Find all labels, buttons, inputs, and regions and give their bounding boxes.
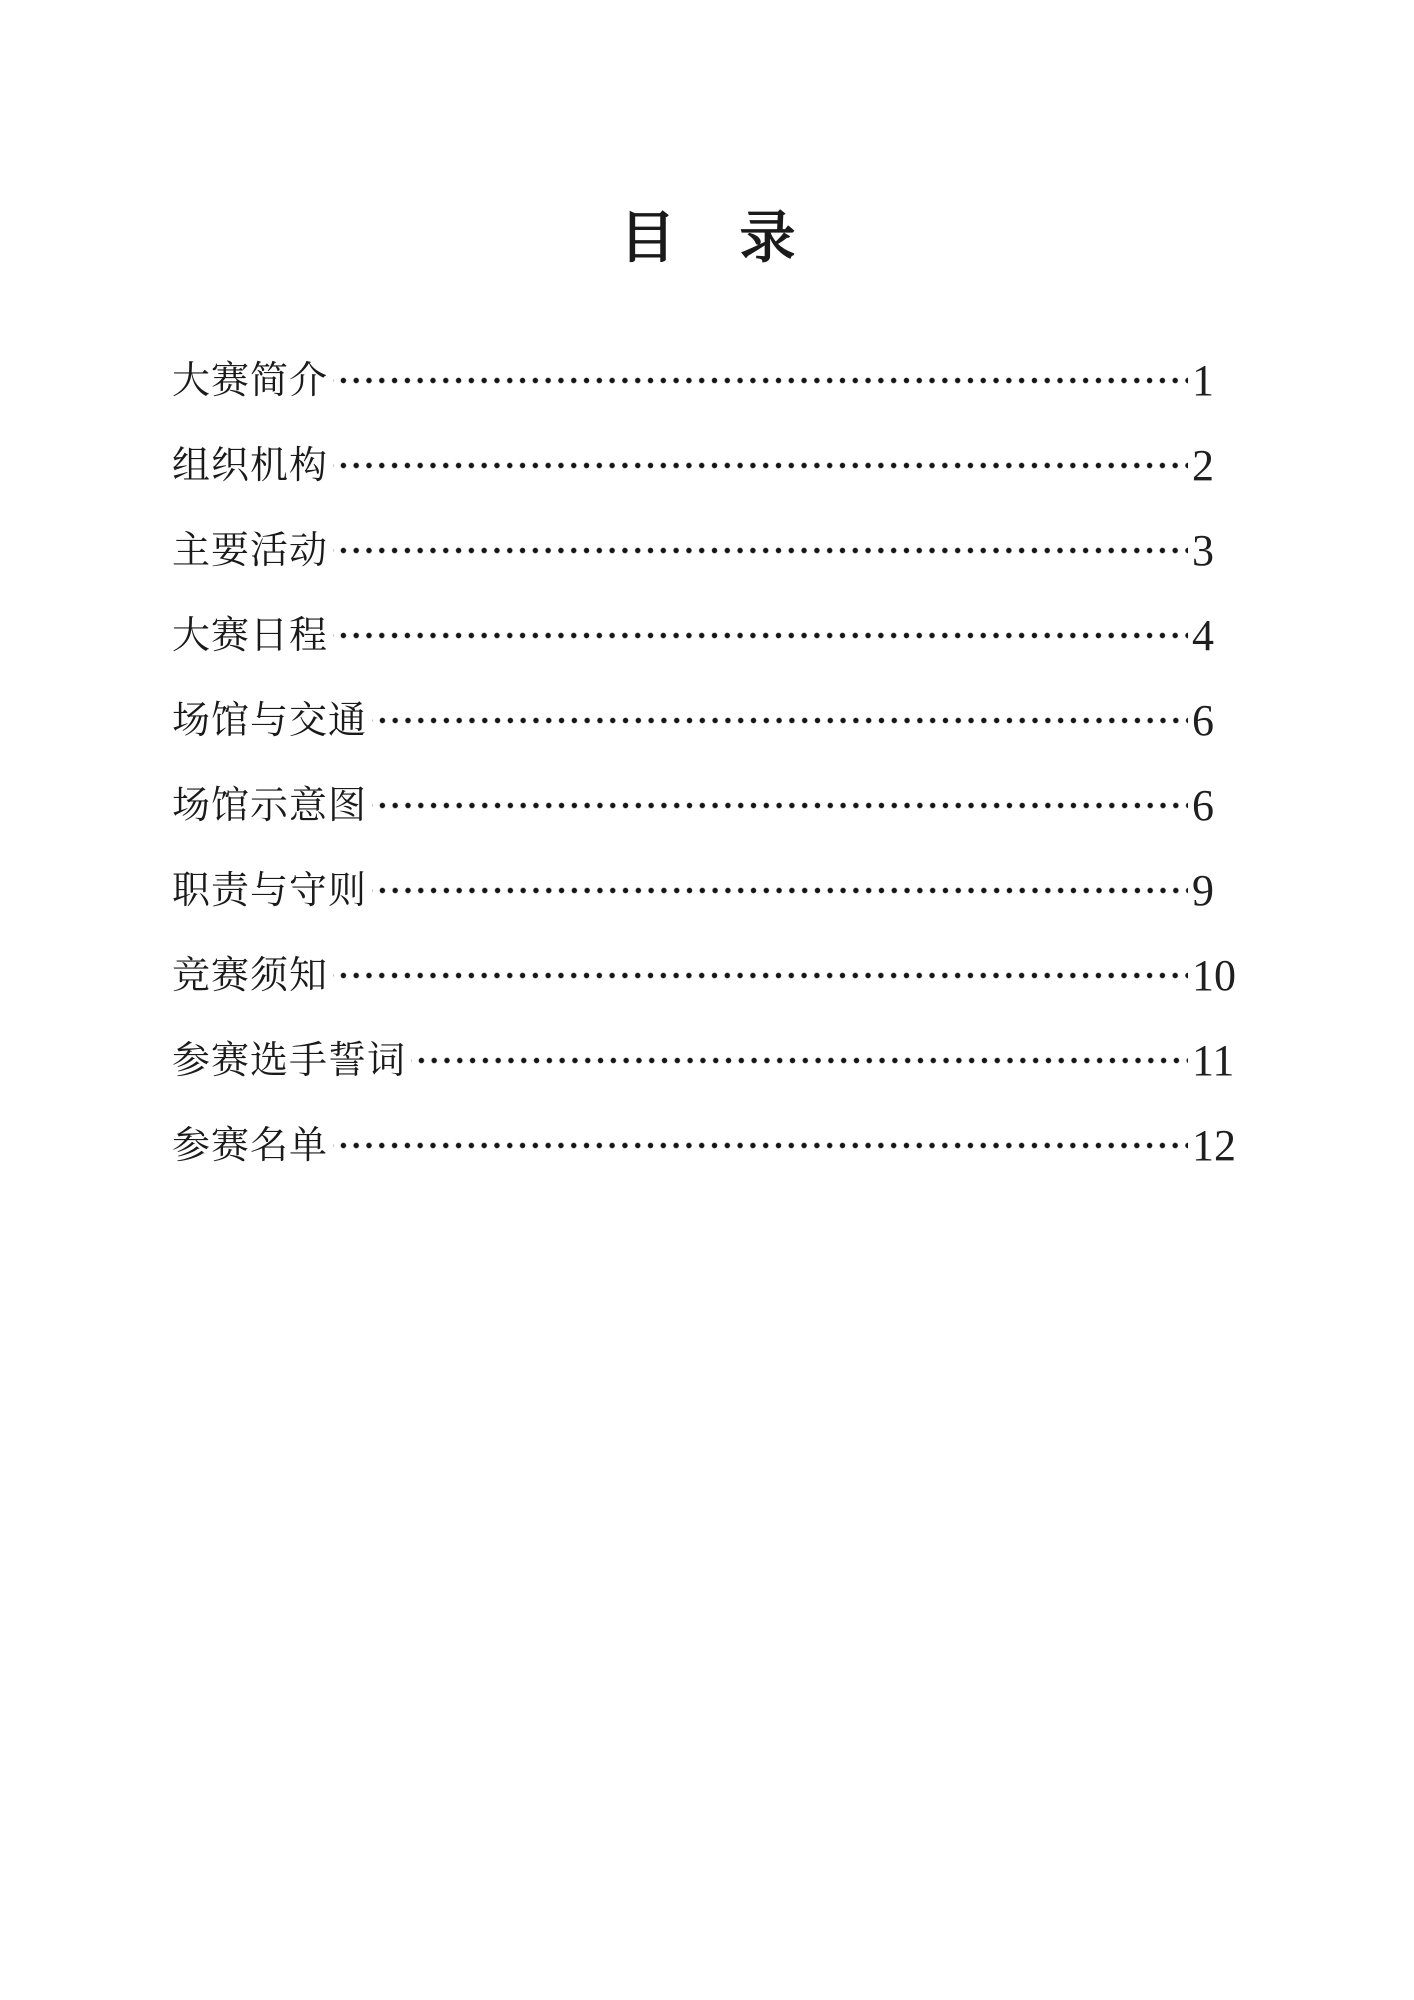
toc-entry-page: 11 xyxy=(1192,1035,1235,1085)
toc-entry-page: 1 xyxy=(1192,355,1214,405)
dot-leader xyxy=(333,423,1188,508)
toc-entry-label: 场馆与交通 xyxy=(172,699,368,742)
page-title: 目 录 xyxy=(619,206,800,269)
toc-entry-label: 职责与守则 xyxy=(172,869,368,912)
toc-entry xyxy=(172,508,1247,593)
toc-entry xyxy=(172,338,1247,423)
toc-entry-label: 组织机构 xyxy=(172,444,329,487)
dot-leader xyxy=(372,848,1188,933)
toc-entry-page: 2 xyxy=(1192,440,1214,490)
toc-entry-page: 10 xyxy=(1192,950,1236,1000)
toc-entry-page: 12 xyxy=(1192,1120,1236,1170)
toc-entry-page: 9 xyxy=(1192,865,1214,915)
toc-entry-label: 大赛日程 xyxy=(172,614,329,657)
toc-entry-label: 大赛简介 xyxy=(172,359,329,402)
dot-leader xyxy=(372,678,1188,763)
table-of-contents xyxy=(172,338,1247,1188)
toc-entry xyxy=(172,593,1247,678)
toc-entry-label: 场馆示意图 xyxy=(172,784,368,827)
toc-entry xyxy=(172,1103,1247,1188)
toc-entry xyxy=(172,423,1247,508)
dot-leader xyxy=(372,763,1188,848)
toc-entry xyxy=(172,933,1247,1018)
toc-entry xyxy=(172,1018,1247,1103)
toc-entry-page: 6 xyxy=(1192,780,1214,830)
dot-leader xyxy=(333,933,1188,1018)
toc-entry xyxy=(172,848,1247,933)
toc-entry-label: 主要活动 xyxy=(172,529,329,572)
dot-leader xyxy=(333,508,1188,593)
dot-leader xyxy=(333,1103,1188,1188)
toc-entry-label: 竞赛须知 xyxy=(172,954,329,997)
toc-entry xyxy=(172,678,1247,763)
toc-entry-label: 参赛选手誓词 xyxy=(172,1039,407,1082)
toc-entry-page: 4 xyxy=(1192,610,1214,660)
toc-entry-label: 参赛名单 xyxy=(172,1124,329,1167)
dot-leader xyxy=(333,593,1188,678)
toc-entry-page: 3 xyxy=(1192,525,1214,575)
dot-leader xyxy=(333,338,1188,423)
dot-leader xyxy=(411,1018,1188,1103)
toc-entry-page: 6 xyxy=(1192,695,1214,745)
toc-entry xyxy=(172,763,1247,848)
